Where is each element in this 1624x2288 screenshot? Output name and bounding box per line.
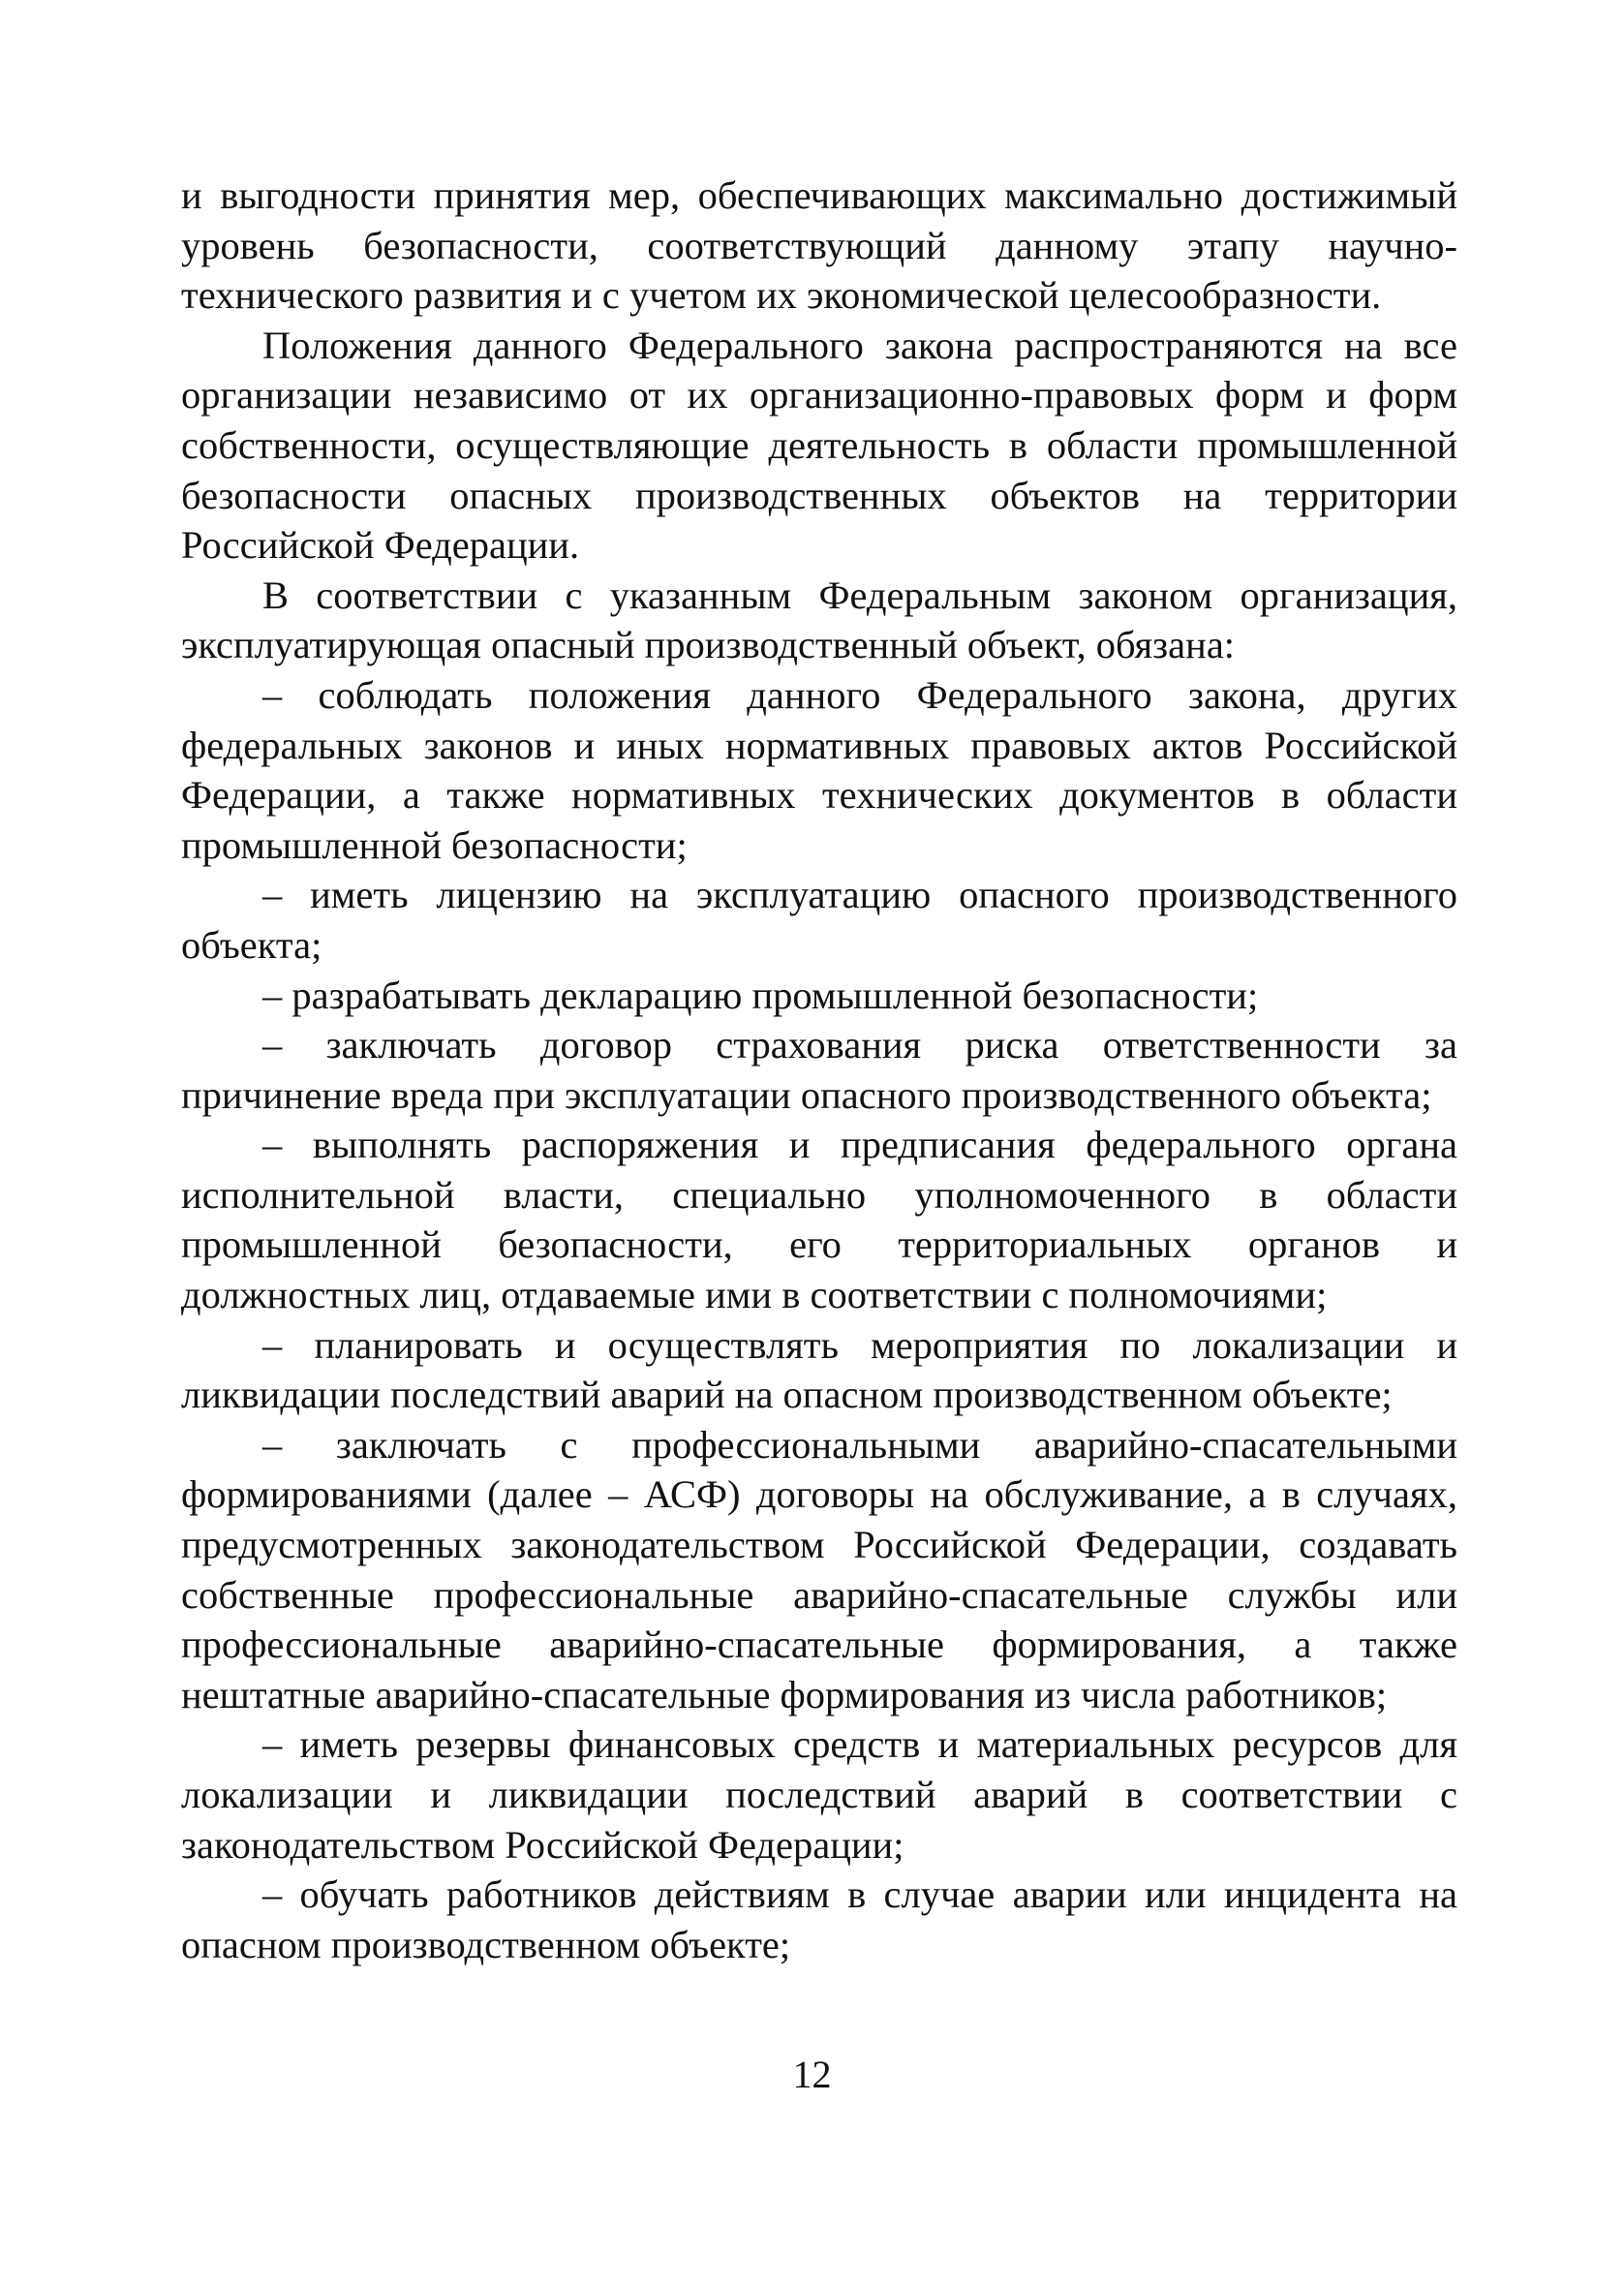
paragraph-continuation: и выгодности принятия мер, обеспечивающих максимально достижимый уровень безопасности, соответствующий данному этапу научно-технического развития и с учетом их экономической целесообразности. <box>181 173 1457 318</box>
list-item-rescue-contracts: – заключать с профессиональными аварийно-спасательными формированиями (далее – АСФ) договоры на обслуживание, а в случаях, предусмотренных законодательством Российской Федерации, создавать собственные профессиональные аварийно-спасательные службы или профессиональные аварийно-спасательные формирования, а также нештатные аварийно-спасательные формирования из числа работников; <box>181 1422 1457 1716</box>
list-item-declaration: – разрабатывать декларацию промышленной безопасности; <box>262 973 1259 1017</box>
paragraph-obligations-intro: В соответствии с указанным Федеральным законом организация, эксплуатирующая опасный производственный объект, обязана: <box>181 572 1457 667</box>
list-item-orders: – выполнять распоряжения и предписания федерального органа исполнительной власти, специально уполномоченного в области промышленной безопасности, его территориальных органов и должностных лиц, отдаваемые ими в соответствии с полномочиями; <box>181 1123 1457 1317</box>
list-item-insurance: – заключать договор страхования риска ответственности за причинение вреда при эксплуатации опасного производственного объекта; <box>181 1023 1457 1117</box>
list-item-reserves: – иметь резервы финансовых средств и материальных ресурсов для локализации и ликвидации последствий аварий в соответствии с законодательством Российской Федерации; <box>181 1722 1457 1867</box>
list-item-training: – обучать работников действиям в случае аварии или инцидента на опасном производственном объекте; <box>181 1872 1457 1966</box>
paragraph-scope: Положения данного Федерального закона распространяются на все организации независимо от их организационно-правовых форм и форм собственности, осуществляющие деятельность в области промышленной безопасности опасных производственных объектов на территории Российской Федерации. <box>181 323 1457 568</box>
page-number: 12 <box>792 2053 832 2096</box>
list-item-planning: – планировать и осуществлять мероприятия по локализации и ликвидации последствий аварий на опасном производственном объекте; <box>181 1322 1457 1417</box>
list-item-license: – иметь лицензию на эксплуатацию опасного производственного объекта; <box>181 873 1457 967</box>
list-item-comply: – соблюдать положения данного Федерального закона, других федеральных законов и иных нормативных правовых актов Российской Федерации, а также нормативных технических документов в области промышленной безопасности; <box>181 672 1457 867</box>
body-text <box>181 170 1457 1969</box>
